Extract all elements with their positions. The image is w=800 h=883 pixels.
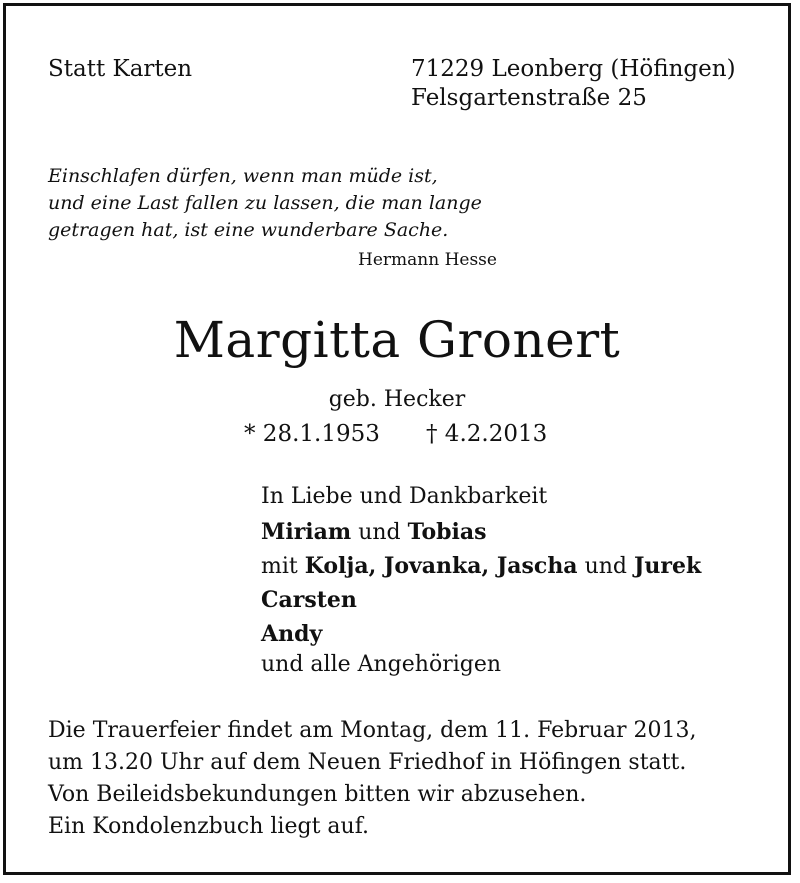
quote-line-2: und eine Last fallen zu lassen, die man lange <box>48 192 482 214</box>
quote-line-1: Einschlafen dürfen, wenn man müde ist, <box>48 165 438 187</box>
mourner-name: Carsten <box>261 587 357 613</box>
quote-line-3: getragen hat, ist eine wunderbare Sache. <box>48 219 449 241</box>
mourners-intro: In Liebe und Dankbarkeit <box>261 484 548 509</box>
mourner-name: Andy <box>261 621 323 647</box>
statt-karten-label: Statt Karten <box>48 56 193 82</box>
mourner-name: Jurek <box>634 553 702 579</box>
mourners-line-5: und alle Angehörigen <box>261 652 502 677</box>
funeral-line-2: um 13.20 Uhr auf dem Neuen Friedhof in Höfingen statt. <box>48 750 687 775</box>
mourners-line-2: mit Kolja, Jovanka, Jascha und Jurek <box>261 553 702 579</box>
funeral-line-1: Die Trauerfeier findet am Montag, dem 11. Februar 2013, <box>48 718 697 743</box>
mourners-line-3 <box>261 587 357 613</box>
funeral-line-3: Von Beileidsbekundungen bitten wir abzusehen. <box>48 782 587 807</box>
address-line-1: 71229 Leonberg (Höfingen) <box>411 56 736 82</box>
obituary-notice <box>3 3 791 875</box>
maiden-name: geb. Hecker <box>328 387 466 412</box>
mourner-name: Miriam <box>261 519 352 545</box>
mourner-names: Kolja, Jovanka, Jascha <box>304 553 578 579</box>
death-date: † 4.2.2013 <box>426 421 548 447</box>
address-line-2: Felsgartenstraße 25 <box>411 85 647 111</box>
deceased-name: Margitta Gronert <box>173 311 621 369</box>
mourners-line-4 <box>261 621 322 647</box>
birth-date: * 28.1.1953 <box>244 421 380 447</box>
mourner-name: Tobias <box>407 519 487 545</box>
mourners-line-1: Miriam und Tobias <box>261 519 487 545</box>
quote-author: Hermann Hesse <box>358 250 497 270</box>
funeral-line-4: Ein Kondolenzbuch liegt auf. <box>48 814 370 839</box>
